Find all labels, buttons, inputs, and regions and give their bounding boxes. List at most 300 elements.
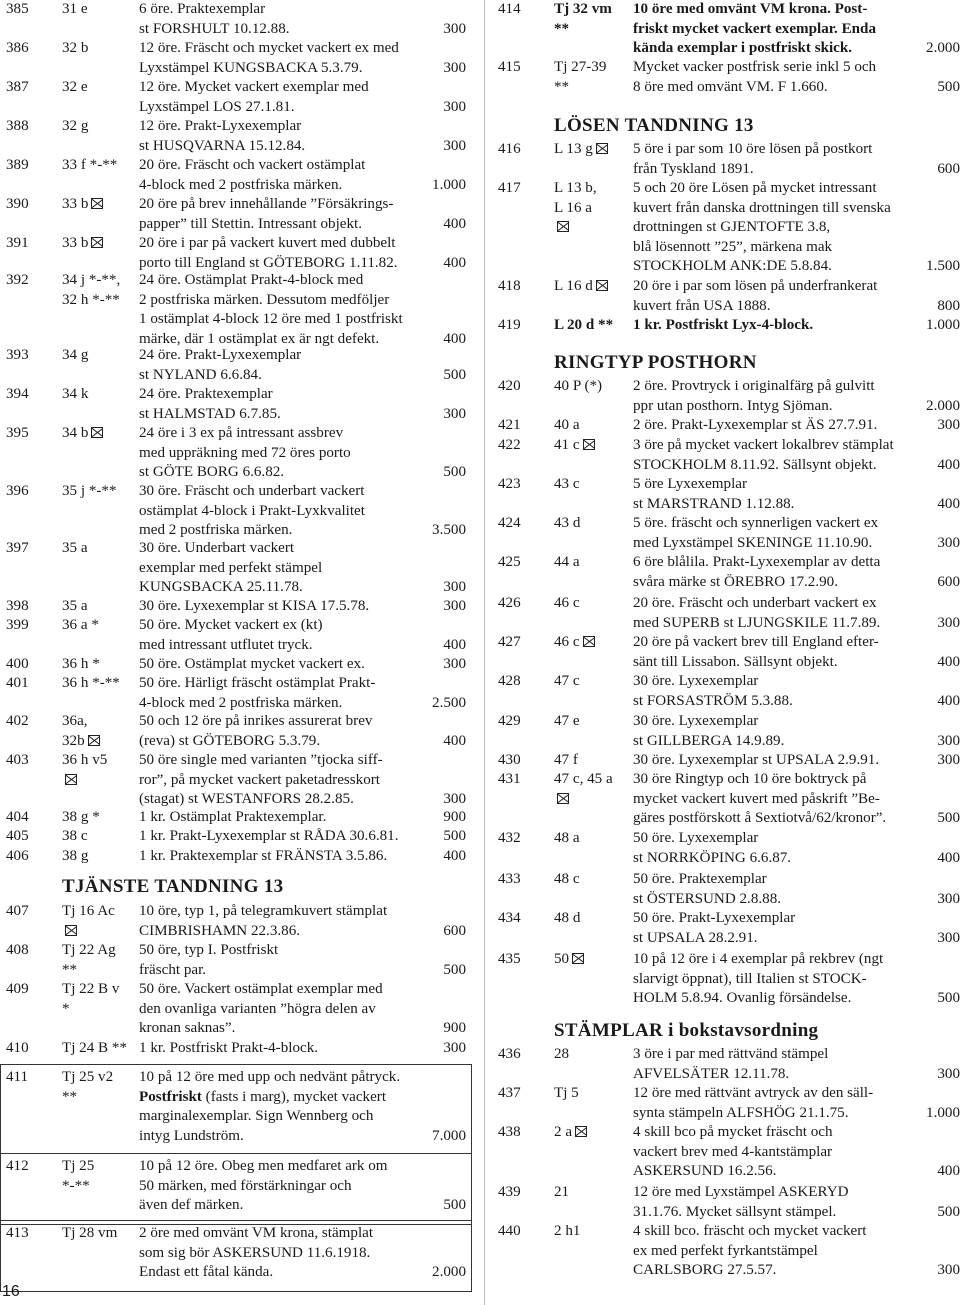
lot-number: 405 xyxy=(6,828,29,844)
description-line: st FORSHULT 10.12.88. xyxy=(139,20,290,37)
catalogue-line: 44 a xyxy=(554,554,580,570)
lot-description xyxy=(633,1045,828,1084)
catalogue-line: * xyxy=(62,1000,70,1017)
catalogue-number xyxy=(62,674,120,694)
description-line: mycket vackert kuvert med påskrift ”Be- xyxy=(633,790,880,807)
lot-description xyxy=(633,179,891,277)
lot-number: 430 xyxy=(498,752,521,768)
catalogue-number xyxy=(554,751,578,771)
catalogue-line: 21 xyxy=(554,1184,570,1200)
catalogue-number xyxy=(62,1068,113,1107)
lot-number: 411 xyxy=(6,1069,29,1085)
lot-price: 400 xyxy=(937,653,960,670)
catalogue-line: 43 c xyxy=(554,476,580,492)
description-line: 4-block med 2 postfriska märken. xyxy=(139,176,343,193)
description-line: 1 kr. Praktexemplar st FRÄNSTA 3.5.86. xyxy=(139,848,388,864)
catalogue-line: 40 a xyxy=(554,417,580,433)
catalogue-line: Tj 25 v2 xyxy=(62,1069,114,1085)
lot-number: 429 xyxy=(498,713,521,729)
catalogue-line: L 16 d xyxy=(554,277,608,297)
lot-entry xyxy=(0,980,468,1039)
lot-description xyxy=(139,902,387,941)
page-number: 16 xyxy=(2,1283,20,1300)
lot-price: 400 xyxy=(937,456,960,473)
description-line: ror”, på mycket vackert paketadresskort xyxy=(139,771,380,788)
lot-entry xyxy=(486,277,960,316)
lot-entry xyxy=(486,416,960,436)
catalogue-line: 47 c xyxy=(554,673,580,689)
catalogue-number xyxy=(554,770,613,809)
lot-price: 300 xyxy=(937,732,960,749)
catalogue-line: 47 e xyxy=(554,713,580,729)
description-line: st GILLBERGA 14.9.89. xyxy=(633,732,785,749)
catalogue-line: 36 a * xyxy=(62,617,99,633)
lot-number: 421 xyxy=(498,417,521,433)
lot-entry xyxy=(0,1157,468,1216)
catalogue-line: 32b xyxy=(62,732,100,752)
lot-entry xyxy=(486,594,960,633)
description-line: med intressant utflutet tryck. xyxy=(139,636,313,653)
lot-description xyxy=(139,712,372,751)
lot-description xyxy=(633,58,876,97)
lot-number: 409 xyxy=(6,981,29,997)
bold-text: Postfriskt xyxy=(139,1088,202,1105)
lot-price: 7.000 xyxy=(432,1127,466,1144)
catalogue-line: 38 g * xyxy=(62,809,100,825)
catalogue-line: Tj 22 Ag xyxy=(62,942,116,958)
lot-price: 400 xyxy=(937,692,960,709)
lot-entry xyxy=(0,847,468,867)
lot-price: 300 xyxy=(443,656,466,672)
lot-description xyxy=(139,655,365,675)
catalogue-line: Tj 5 xyxy=(554,1085,579,1101)
lot-price: 300 xyxy=(937,614,960,631)
lot-entry xyxy=(486,377,960,416)
catalogue-number xyxy=(554,950,584,970)
catalogue-line: Tj 28 vm xyxy=(62,1225,118,1241)
catalogue-number xyxy=(62,346,88,366)
lot-number: 386 xyxy=(6,40,29,56)
lot-description xyxy=(139,941,278,980)
lot-number: 423 xyxy=(498,476,521,492)
description-line: 2 öre med omvänt VM krona, stämplat xyxy=(139,1225,374,1241)
lot-entry xyxy=(0,751,468,810)
lot-description xyxy=(139,385,281,424)
catalogue-number xyxy=(62,156,117,176)
cover-envelope-icon xyxy=(572,953,584,964)
lot-price: 500 xyxy=(443,464,466,481)
catalogue-number xyxy=(62,385,88,405)
description-line: (stagat) st WESTANFORS 28.2.85. xyxy=(139,791,354,808)
catalogue-line: 36a, xyxy=(62,713,88,729)
cover-envelope-icon xyxy=(596,280,608,291)
lot-price: 2.500 xyxy=(432,694,466,711)
description-line: märke, där 1 ostämplat ex är ngt defekt. xyxy=(139,330,380,347)
lot-price: 400 xyxy=(443,215,466,232)
lot-description xyxy=(633,1222,866,1281)
description-line: 12 öre. Mycket vackert exemplar med xyxy=(139,79,369,95)
lot-number: 399 xyxy=(6,617,29,633)
lot-entry xyxy=(0,156,468,195)
right-column xyxy=(486,0,960,1305)
lot-number: 426 xyxy=(498,595,521,611)
lot-entry xyxy=(486,672,960,711)
lot-entry xyxy=(0,271,468,349)
lot-number: 410 xyxy=(6,1040,29,1056)
description-line: 4-block med 2 postfriska märken. xyxy=(139,694,343,711)
lot-entry xyxy=(486,316,960,336)
lot-number: 419 xyxy=(498,317,521,333)
description-line: med uppräkning med 72 öres porto xyxy=(139,444,351,461)
lot-number: 389 xyxy=(6,157,29,173)
description-line: 24 öre. Prakt-Lyxexemplar xyxy=(139,347,302,363)
lot-price: 400 xyxy=(937,495,960,512)
description-line: st GÖTE BORG 6.6.82. xyxy=(139,464,285,481)
catalogue-number xyxy=(554,377,602,397)
lot-description xyxy=(633,594,880,633)
description-line: AFVELSÄTER 12.11.78. xyxy=(633,1065,790,1082)
lot-description xyxy=(633,416,877,436)
lot-entry xyxy=(0,195,468,234)
lot-number: 388 xyxy=(6,118,29,134)
description-line: blå lösennott ”25”, märkena mak xyxy=(633,238,833,255)
catalogue-line: 34 j *-**, xyxy=(62,272,121,288)
catalogue-line: 38 g xyxy=(62,848,89,864)
lot-entry xyxy=(486,829,960,868)
lot-entry xyxy=(0,234,468,273)
lot-description xyxy=(139,1039,318,1059)
lot-number: 417 xyxy=(498,180,521,196)
catalogue-number xyxy=(62,655,100,675)
description-line: 50 öre. Ostämplat mycket vackert ex. xyxy=(139,656,365,672)
catalogue-line: 47 c, 45 a xyxy=(554,771,613,787)
lot-price: 2.000 xyxy=(432,1264,466,1281)
lot-entry xyxy=(0,385,468,424)
lot-entry xyxy=(486,1222,960,1281)
lot-number: 425 xyxy=(498,554,521,570)
cover-envelope-icon xyxy=(91,198,103,209)
description-line: st FORSASTRÖM 5.3.88. xyxy=(633,692,793,709)
description-line: slarvigt öppnat), till Italien st STOCK- xyxy=(633,970,867,987)
catalogue-number xyxy=(554,416,580,436)
lot-price: 400 xyxy=(443,254,466,271)
catalogue-line xyxy=(62,922,115,942)
description-line: 20 öre på vackert brev till England efter- xyxy=(633,634,879,650)
lot-entry xyxy=(486,58,960,97)
description-line: 30 öre. Lyxexemplar xyxy=(633,673,759,689)
lot-price: 400 xyxy=(443,732,466,749)
lot-description xyxy=(633,514,878,553)
description-line: 31.1.76. Mycket sällsynt stämpel. xyxy=(633,1203,837,1220)
lot-description xyxy=(139,234,398,273)
lot-entry xyxy=(0,539,468,598)
lot-description xyxy=(139,616,323,655)
lot-price: 900 xyxy=(443,1020,466,1037)
catalogue-number xyxy=(62,827,88,847)
lot-entry xyxy=(486,553,960,592)
lot-price: 500 xyxy=(937,1203,960,1220)
lot-price: 500 xyxy=(937,990,960,1007)
column-divider xyxy=(484,0,485,1305)
lot-description xyxy=(633,553,880,592)
description-line: drottningen st GJENTOFTE 3.8, xyxy=(633,219,831,236)
lot-number: 391 xyxy=(6,235,29,251)
catalogue-line: 36 h v5 xyxy=(62,752,108,768)
catalogue-line: Tj 24 B ** xyxy=(62,1040,127,1056)
catalogue-line: 47 f xyxy=(554,752,578,768)
lot-number: 437 xyxy=(498,1085,521,1101)
catalogue-line: 46 c xyxy=(554,595,580,611)
lot-entry xyxy=(486,1045,960,1084)
cover-envelope-icon xyxy=(88,735,100,746)
lot-entry xyxy=(486,870,960,909)
catalogue-line: 35 a xyxy=(62,540,88,556)
cover-envelope-icon xyxy=(575,1126,587,1137)
lot-price: 600 xyxy=(937,160,960,177)
lot-description xyxy=(633,436,894,475)
catalogue-line: 38 c xyxy=(62,828,88,844)
description-line: 50 öre single med varianten ”tjocka siff- xyxy=(139,752,383,768)
lot-description xyxy=(139,0,290,39)
catalogue-line: 32 g xyxy=(62,118,89,134)
lot-number: 403 xyxy=(6,752,29,768)
lot-description xyxy=(139,1224,373,1283)
lot-description xyxy=(139,271,403,349)
catalogue-line: 32 b xyxy=(62,40,89,56)
lot-entry xyxy=(0,674,468,713)
catalogue-line: 34 b xyxy=(62,424,103,444)
lot-entry xyxy=(486,1084,960,1123)
description-line: Lyxstämpel LOS 27.1.81. xyxy=(139,98,295,115)
lot-number: 396 xyxy=(6,483,29,499)
lot-entry xyxy=(0,346,468,385)
description-line: vackert brev med 4-kantstämplar xyxy=(633,1143,833,1160)
catalogue-number xyxy=(62,847,88,867)
lot-entry xyxy=(0,1039,468,1059)
description-line: 30 öre. Underbart vackert xyxy=(139,540,295,556)
lot-description xyxy=(633,770,886,829)
description-line: (reva) st GÖTEBORG 5.3.79. xyxy=(139,732,321,749)
description-line: st NYLAND 6.6.84. xyxy=(139,366,262,383)
catalogue-number xyxy=(62,424,103,444)
cover-envelope-icon xyxy=(557,793,569,804)
catalogue-line: Tj 25 xyxy=(62,1158,95,1174)
description-line: st MARSTRAND 1.12.88. xyxy=(633,495,795,512)
section-heading-tjanste: TJÄNSTE TANDNING 13 xyxy=(62,876,284,897)
description-line: ASKERSUND 16.2.56. xyxy=(633,1163,777,1180)
lot-description xyxy=(139,847,387,867)
catalogue-number xyxy=(62,1224,117,1244)
description-line: 50 och 12 öre på inrikes assurerat brev xyxy=(139,713,373,729)
lot-price: 1.000 xyxy=(926,317,960,333)
description-line: friskt mycket vackert exemplar. Enda xyxy=(633,20,877,37)
lot-price: 400 xyxy=(443,636,466,653)
lot-number: 393 xyxy=(6,347,29,363)
lot-number: 414 xyxy=(498,1,521,17)
lot-description xyxy=(139,78,369,117)
lot-number: 422 xyxy=(498,437,521,453)
catalogue-number xyxy=(62,808,100,828)
description-line: 1 kr. Postfriskt Prakt-4-block. xyxy=(139,1040,319,1056)
lot-entry xyxy=(0,902,468,941)
lot-description xyxy=(139,674,375,713)
lot-entry xyxy=(486,1183,960,1222)
description-line: 12 öre. Prakt-Lyxexemplar xyxy=(139,118,302,134)
lot-entry xyxy=(0,616,468,655)
catalogue-number xyxy=(554,0,612,39)
description-line: CIMBRISHAMN 22.3.86. xyxy=(139,922,301,939)
description-line: 50 öre. Praktexemplar xyxy=(633,871,767,887)
description-line: 10 öre, typ 1, på telegramkuvert stämplat xyxy=(139,903,388,919)
description-line: synta stämpeln ALFSHÖG 21.1.75. xyxy=(633,1104,849,1121)
lot-number: 390 xyxy=(6,196,29,212)
catalogue-number xyxy=(554,140,608,160)
lot-description xyxy=(139,1068,400,1146)
description-line: ex med perfekt fyrkantstämpel xyxy=(633,1242,818,1259)
description-line: fräscht par. xyxy=(139,961,207,978)
catalogue-line: Tj 27-39 xyxy=(554,59,607,75)
catalogue-number xyxy=(554,58,606,97)
lot-entry xyxy=(486,712,960,751)
catalogue-number xyxy=(554,672,580,692)
catalogue-number xyxy=(554,277,608,297)
lot-entry xyxy=(0,655,468,675)
description-line: marginalexemplar. Sign Wennberg och xyxy=(139,1108,374,1125)
catalogue-line: 48 a xyxy=(554,830,580,846)
lot-number: 435 xyxy=(498,951,521,967)
lot-price: 500 xyxy=(443,366,466,383)
lot-price: 300 xyxy=(937,534,960,551)
catalogue-line: 34 g xyxy=(62,347,89,363)
description-line: 24 öre. Ostämplat Prakt-4-block med xyxy=(139,272,364,288)
lot-price: 600 xyxy=(937,573,960,590)
catalogue-number xyxy=(554,179,597,238)
lot-number: 395 xyxy=(6,425,29,441)
catalogue-line: 2 a xyxy=(554,1123,587,1143)
catalogue-number xyxy=(62,0,88,20)
description-line: 12 öre med rättvänt avtryck av den säll- xyxy=(633,1085,874,1101)
lot-price: 400 xyxy=(443,330,466,347)
lot-number: 404 xyxy=(6,809,29,825)
catalogue-line: 28 xyxy=(554,1046,570,1062)
description-line: 20 öre i par som lösen på underfrankerat xyxy=(633,278,878,294)
lot-description xyxy=(139,1157,388,1216)
description-line: st ÖSTERSUND 2.8.88. xyxy=(633,890,782,907)
description-line: 30 öre. Lyxexemplar st KISA 17.5.78. xyxy=(139,598,370,614)
lot-entry xyxy=(486,909,960,948)
description-line: 5 öre. fräscht och synnerligen vackert ex xyxy=(633,515,879,531)
lot-number: 385 xyxy=(6,1,29,17)
lot-description xyxy=(633,829,791,868)
description-line: kuvert från USA 1888. xyxy=(633,297,771,314)
section-heading-stamplar: STÄMPLAR i bokstavsordning xyxy=(554,1020,819,1041)
lot-number: 406 xyxy=(6,848,29,864)
description-line: 50 öre. Mycket vackert ex (kt) xyxy=(139,617,323,633)
lot-entry xyxy=(0,808,468,828)
lot-price: 2.000 xyxy=(926,40,960,57)
lot-price: 300 xyxy=(443,598,466,614)
lot-description xyxy=(633,277,877,316)
description-line: 2 öre. Prakt-Lyxexemplar st ÄS 27.7.91. xyxy=(633,417,878,433)
description-line: Endast ett fåtal kända. xyxy=(139,1264,274,1281)
catalogue-line: 36 h *-** xyxy=(62,675,120,691)
description-line: 3 öre i par med rättvänd stämpel xyxy=(633,1046,829,1062)
lot-price: 600 xyxy=(443,922,466,939)
lot-price: 1.500 xyxy=(926,258,960,275)
lot-description xyxy=(139,39,399,78)
lot-price: 300 xyxy=(443,1040,466,1056)
catalogue-number xyxy=(62,117,88,137)
catalogue-line: *-** xyxy=(62,1177,90,1194)
description-line: 5 öre Lyxexemplar xyxy=(633,476,747,492)
lot-price: 500 xyxy=(937,810,960,827)
description-line: 3 öre på mycket vackert lokalbrev stämplat xyxy=(633,437,894,453)
catalogue-number xyxy=(554,316,613,336)
cover-envelope-icon xyxy=(583,636,595,647)
catalogue-line: L 13 b, xyxy=(554,180,597,196)
catalogue-line: 41 c xyxy=(554,436,595,456)
lot-description xyxy=(633,950,883,1009)
description-line: STOCKHOLM ANK:DE 5.8.84. xyxy=(633,258,832,275)
catalogue-line xyxy=(554,218,597,238)
catalogue-line: 50 xyxy=(554,950,584,970)
description-line: kronan saknas”. xyxy=(139,1020,236,1037)
catalogue-number xyxy=(554,909,580,929)
lot-description xyxy=(139,195,393,234)
lot-number: 427 xyxy=(498,634,521,650)
lot-entry xyxy=(0,1068,468,1146)
lot-entry xyxy=(486,514,960,553)
lot-entry xyxy=(486,436,960,475)
lot-price: 500 xyxy=(937,78,960,95)
lot-entry xyxy=(0,941,468,980)
description-line: st HUSQVARNA 15.12.84. xyxy=(139,137,306,154)
lot-price: 300 xyxy=(443,137,466,154)
catalogue-number xyxy=(62,271,120,310)
lot-number: 416 xyxy=(498,141,521,157)
description-line: st HALMSTAD 6.7.85. xyxy=(139,405,281,422)
description-line: 20 öre. Fräscht och underbart vackert ex xyxy=(633,595,877,611)
lot-number: 434 xyxy=(498,910,521,926)
lot-entry xyxy=(0,482,468,541)
catalogue-number xyxy=(554,712,580,732)
lot-price: 300 xyxy=(937,1065,960,1082)
catalogue-number xyxy=(62,234,103,254)
description-line: exemplar med perfekt stämpel xyxy=(139,559,323,576)
description-line: sänt till Lissabon. Sällsynt objekt. xyxy=(633,653,838,670)
lot-entry xyxy=(0,0,468,39)
lot-price: 400 xyxy=(443,848,466,864)
cover-envelope-icon xyxy=(596,143,608,154)
lot-number: 428 xyxy=(498,673,521,689)
cover-envelope-icon xyxy=(91,427,103,438)
description-line: med Lyxstämpel SKENINGE 11.10.90. xyxy=(633,534,873,551)
lot-entry xyxy=(0,1224,468,1283)
description-line: 4 skill bco på mycket fräscht och xyxy=(633,1124,833,1140)
lot-description xyxy=(139,751,383,810)
description-line: Mycket vacker postfrisk serie inkl 5 och xyxy=(633,59,877,75)
lot-description xyxy=(139,597,369,617)
lot-entry xyxy=(0,424,468,483)
description-line: 50 öre. Härligt fräscht ostämplat Prakt- xyxy=(139,675,376,691)
lot-price: 2.000 xyxy=(926,397,960,414)
catalogue-number xyxy=(62,539,88,559)
lot-entry xyxy=(0,597,468,617)
catalogue-line: ** xyxy=(62,961,78,978)
description-line: 50 öre. Vackert ostämplat exemplar med xyxy=(139,981,383,997)
catalogue-number xyxy=(62,941,116,980)
catalogue-line: L 16 a xyxy=(554,199,592,216)
